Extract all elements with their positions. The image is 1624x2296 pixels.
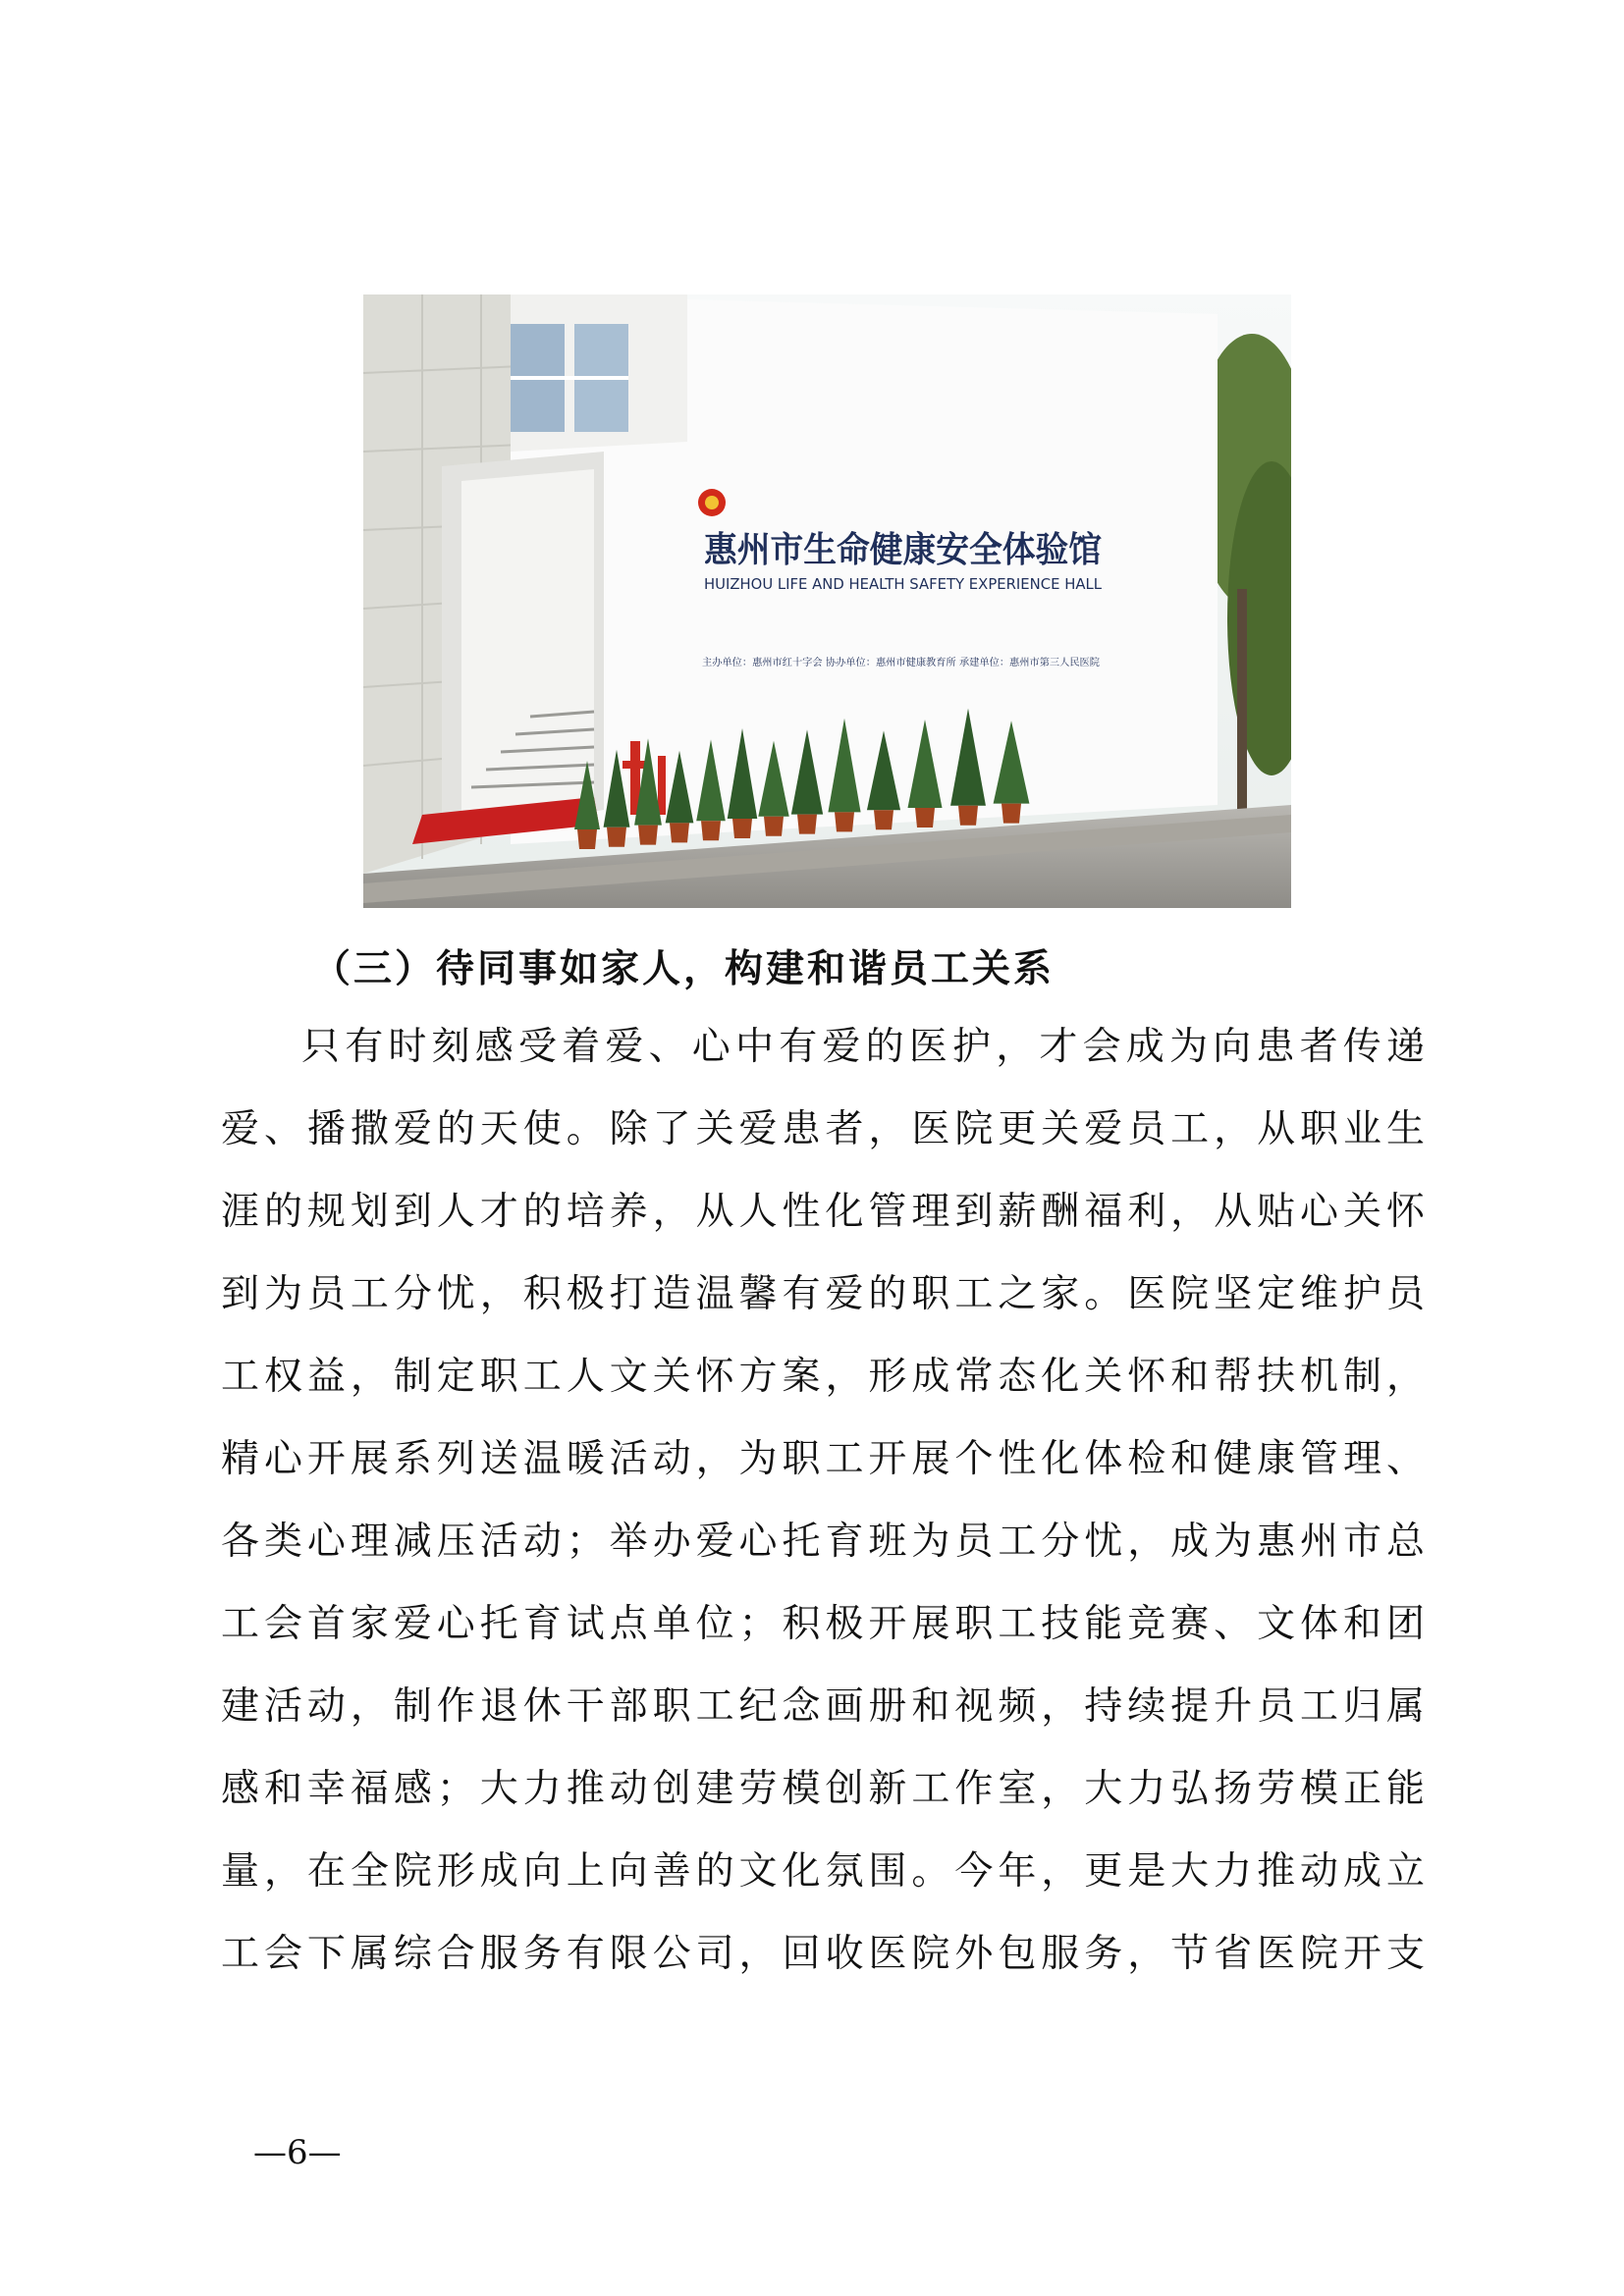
paragraph-line: 工会下属综合服务有限公司，回收医院外包服务，节省医院开支 xyxy=(221,1932,1425,1976)
paragraph-line: 量，在全院形成向上向善的文化氛围。今年，更是大力推动成立 xyxy=(221,1849,1425,1894)
section-heading: （三）待同事如家人，构建和谐员工关系 xyxy=(312,946,1056,991)
hall-photo xyxy=(363,294,1291,908)
page-number: —6— xyxy=(253,2133,342,2172)
sign-title: 惠州市生命健康安全体验馆 xyxy=(704,530,1129,570)
paragraph-line: 涯的规划到人才的培养，从人性化管理到薪酬福利，从贴心关怀 xyxy=(221,1190,1425,1234)
paragraph-line: 建活动，制作退休干部职工纪念画册和视频，持续提升员工归属 xyxy=(221,1684,1425,1729)
paragraph-line: 爱、播撒爱的天使。除了关爱患者，医院更关爱员工，从职业生 xyxy=(221,1107,1425,1151)
sign-subtitle: HUIZHOU LIFE AND HEALTH SAFETY EXPERIENCE HALL xyxy=(704,575,1103,593)
sign-credits: 主办单位：惠州市红十字会 协办单位：惠州市健康教育所 承建单位：惠州市第三人民医院 xyxy=(702,658,1092,668)
paragraph-line: 各类心理减压活动；举办爱心托育班为员工分忧，成为惠州市总 xyxy=(221,1520,1425,1564)
paragraph-line: 工权益，制定职工人文关怀方案，形成常态化关怀和帮扶机制， xyxy=(221,1355,1425,1399)
paragraph-line: 只有时刻感受着爱、心中有爱的医护，才会成为向患者传递 xyxy=(301,1025,1425,1069)
paragraph-line: 到为员工分忧，积极打造温馨有爱的职工之家。医院坚定维护员 xyxy=(221,1272,1425,1316)
paragraph-line: 工会首家爱心托育试点单位；积极开展职工技能竞赛、文体和团 xyxy=(221,1602,1425,1646)
paragraph-line: 感和幸福感；大力推动创建劳模创新工作室，大力弘扬劳模正能 xyxy=(221,1767,1425,1811)
paragraph-line: 精心开展系列送温暖活动，为职工开展个性化体检和健康管理、 xyxy=(221,1437,1425,1481)
